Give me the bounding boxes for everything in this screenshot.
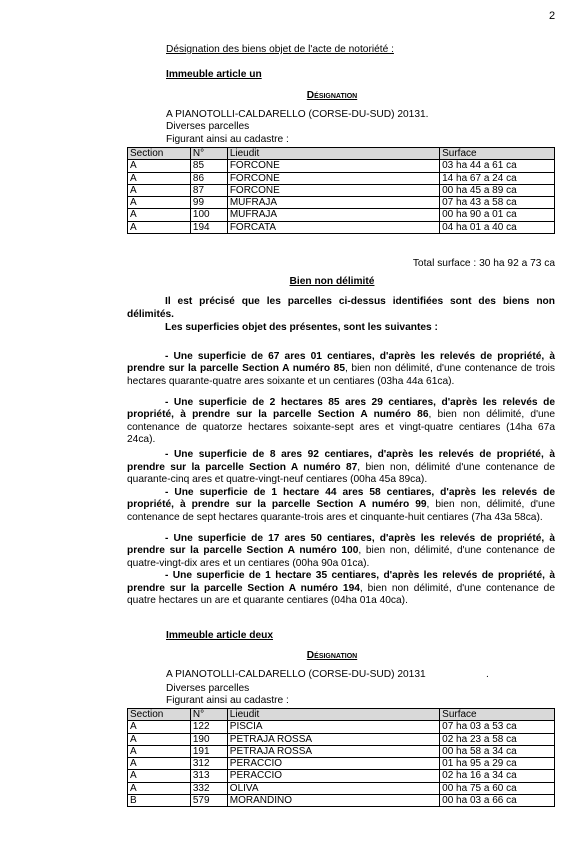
cell-numero: 579 <box>190 795 227 807</box>
cell-section: A <box>128 209 191 221</box>
cell-section: A <box>128 745 191 757</box>
article-un-designation: Désignation <box>306 90 358 101</box>
table-row <box>128 209 555 221</box>
cell-numero: 86 <box>190 172 227 184</box>
bien-non-delimite-body <box>127 296 555 608</box>
article-deux-address-dot: . <box>486 669 489 680</box>
cell-numero: 194 <box>190 221 227 233</box>
superficie-bold: - Une superficie de 17 ares 50 centiares, d'après les relevés de propriété, à prendre sur la parcelle Section A numéro 100 <box>127 532 555 557</box>
article-deux-cadastre-table <box>127 708 555 807</box>
table-row <box>128 221 555 233</box>
cell-surface: 07 ha 43 a 58 ca <box>440 197 555 209</box>
superficie-rest: , bien non, délimité, d'une contenance de quatre-vingt-dix ares et un centiares (00ha 90a 01ca). <box>127 545 555 569</box>
cell-surface: 02 ha 16 a 34 ca <box>440 770 555 782</box>
cell-lieudit: PERACCIO <box>227 770 439 782</box>
cell-surface: 14 ha 67 a 24 ca <box>440 172 555 184</box>
table-row <box>128 160 555 172</box>
table-row <box>128 721 555 733</box>
superficie-rest: , bien non délimité, d'une contenance de trois hectares quarante-quatre ares soixante et un centiares (03ha 44a 61ca). <box>127 363 555 387</box>
table-row <box>128 172 555 184</box>
superficie-item <box>127 397 555 447</box>
cell-surface: 00 ha 03 a 66 ca <box>440 795 555 807</box>
table-row <box>128 184 555 196</box>
article-deux-address: A PIANOTOLLI-CALDARELLO (CORSE-DU-SUD) 20131 <box>166 669 426 680</box>
superficie-bold: - Une superficie de 8 ares 92 centiares, d'après les relevés de propriété, à prendre sur la parcelle Section A numéro 87 <box>127 448 555 473</box>
superficie-bold: - Une superficie de 2 hectares 85 ares 29 centiares, d'après les relevés de propriété, à prendre sur la parcelle Section A numéro 86 <box>127 396 555 421</box>
table-row <box>128 733 555 745</box>
cell-section: A <box>128 221 191 233</box>
cell-numero: 313 <box>190 770 227 782</box>
superficie-item <box>127 533 555 571</box>
column-header: Section <box>128 709 191 721</box>
cell-numero: 87 <box>190 184 227 196</box>
superficie-item <box>127 487 555 525</box>
cell-numero: 332 <box>190 782 227 794</box>
cell-numero: 190 <box>190 733 227 745</box>
column-header: Surface <box>440 709 555 721</box>
article-un-title: Immeuble article un <box>166 69 262 80</box>
article-un-cadastre-table <box>127 147 555 234</box>
article-deux-designation: Désignation <box>306 650 358 661</box>
table-header-row <box>128 148 555 160</box>
column-header: N° <box>190 148 227 160</box>
cell-lieudit: PETRAJA ROSSA <box>227 745 439 757</box>
superficie-rest: , bien non délimité, d'une contenance de quatorze hectares soixante-sept ares et vingt-quatre centiares (14ha 67a 24ca). <box>127 409 556 446</box>
cell-section: A <box>128 733 191 745</box>
article-un-cadastre-label: Figurant ainsi au cadastre : <box>166 134 289 145</box>
table-row <box>128 745 555 757</box>
cell-numero: 100 <box>190 209 227 221</box>
column-header: N° <box>190 709 227 721</box>
superficie-item <box>127 449 555 487</box>
article-deux-title: Immeuble article deux <box>166 630 274 641</box>
column-header: Lieudit <box>227 148 439 160</box>
table-row <box>128 197 555 209</box>
cell-lieudit: OLIVA <box>227 782 439 794</box>
cell-lieudit: MUFRAJA <box>227 197 439 209</box>
cell-surface: 00 ha 75 a 60 ca <box>440 782 555 794</box>
cell-lieudit: FORCONE <box>227 172 439 184</box>
header-designation-biens: Désignation des biens objet de l'acte de notoriété : <box>166 44 394 55</box>
cell-lieudit: MUFRAJA <box>227 209 439 221</box>
article-deux-cadastre-label: Figurant ainsi au cadastre : <box>166 695 289 706</box>
superficie-rest: , bien non, délimité, d'une contenance de sept hectares quarante-trois ares et cinquante-huit centiares (7ha 43a 58ca). <box>127 499 555 523</box>
superficie-bold: - Une superficie de 67 ares 01 centiares, d'après les relevés de propriété, à prendre sur la parcelle Section A numéro 85 <box>127 350 555 375</box>
superficie-item <box>127 351 555 389</box>
cell-lieudit: PERACCIO <box>227 758 439 770</box>
table-row <box>128 758 555 770</box>
cell-numero: 312 <box>190 758 227 770</box>
cell-lieudit: FORCONE <box>227 160 439 172</box>
table-row <box>128 782 555 794</box>
cell-surface: 00 ha 90 a 01 ca <box>440 209 555 221</box>
bien-non-delimite-title: Bien non délimité <box>289 276 375 287</box>
article-un-address: A PIANOTOLLI-CALDARELLO (CORSE-DU-SUD) 20131. <box>166 109 429 120</box>
superficie-item <box>127 570 555 608</box>
superficie-rest: , bien non délimité, d'une contenance de quatre hectares un are et quarante centiares (04ha 01a 40ca). <box>127 582 555 607</box>
cell-numero: 191 <box>190 745 227 757</box>
column-header: Section <box>128 148 191 160</box>
cell-surface: 04 ha 01 a 40 ca <box>440 221 555 233</box>
cell-section: A <box>128 160 191 172</box>
cell-section: A <box>128 782 191 794</box>
cell-lieudit: PETRAJA ROSSA <box>227 733 439 745</box>
article-un-total: Total surface : 30 ha 92 a 73 ca <box>412 258 555 269</box>
cell-section: B <box>128 795 191 807</box>
intro-paragraph: Il est précisé que les parcelles ci-dessus identifiées sont des biens non délimités. <box>127 296 555 320</box>
superficie-rest: , bien non, délimité d'une contenance de quarante-cinq ares et quatre-vingt-neuf centiares (00ha 45a 89ca). <box>127 461 555 486</box>
cell-section: A <box>128 172 191 184</box>
table-row <box>128 795 555 807</box>
cell-numero: 85 <box>190 160 227 172</box>
cell-section: A <box>128 197 191 209</box>
table-header-row <box>128 709 555 721</box>
cell-lieudit: FORCONE <box>227 184 439 196</box>
cell-surface: 00 ha 58 a 34 ca <box>440 745 555 757</box>
cell-surface: 07 ha 03 a 53 ca <box>440 721 555 733</box>
cell-surface: 00 ha 45 a 89 ca <box>440 184 555 196</box>
cell-surface: 02 ha 23 a 58 ca <box>440 733 555 745</box>
page-number: 2 <box>549 10 556 22</box>
column-header: Surface <box>440 148 555 160</box>
article-deux-parcels-label: Diverses parcelles <box>166 683 250 694</box>
cell-lieudit: PISCIA <box>227 721 439 733</box>
intro-paragraph: Les superficies objet des présentes, sont les suivantes : <box>165 322 438 334</box>
cell-numero: 99 <box>190 197 227 209</box>
cell-section: A <box>128 770 191 782</box>
column-header: Lieudit <box>227 709 439 721</box>
cell-lieudit: FORCATA <box>227 221 439 233</box>
cell-surface: 03 ha 44 a 61 ca <box>440 160 555 172</box>
table-row <box>128 770 555 782</box>
cell-lieudit: MORANDINO <box>227 795 439 807</box>
cell-numero: 122 <box>190 721 227 733</box>
cell-section: A <box>128 721 191 733</box>
cell-surface: 01 ha 95 a 29 ca <box>440 758 555 770</box>
article-un-parcels-label: Diverses parcelles <box>166 121 250 132</box>
superficie-bold: - Une superficie de 1 hectare 44 ares 58 centiares, d'après les relevés de propriété, à prendre sur la parcelle Section A numéro 99 <box>127 486 555 511</box>
cell-section: A <box>128 758 191 770</box>
superficie-bold: - Une superficie de 1 hectare 35 centiares, d'après les relevés de propriété, à prendre sur la parcelle Section A numéro 194 <box>127 570 555 594</box>
cell-section: A <box>128 184 191 196</box>
